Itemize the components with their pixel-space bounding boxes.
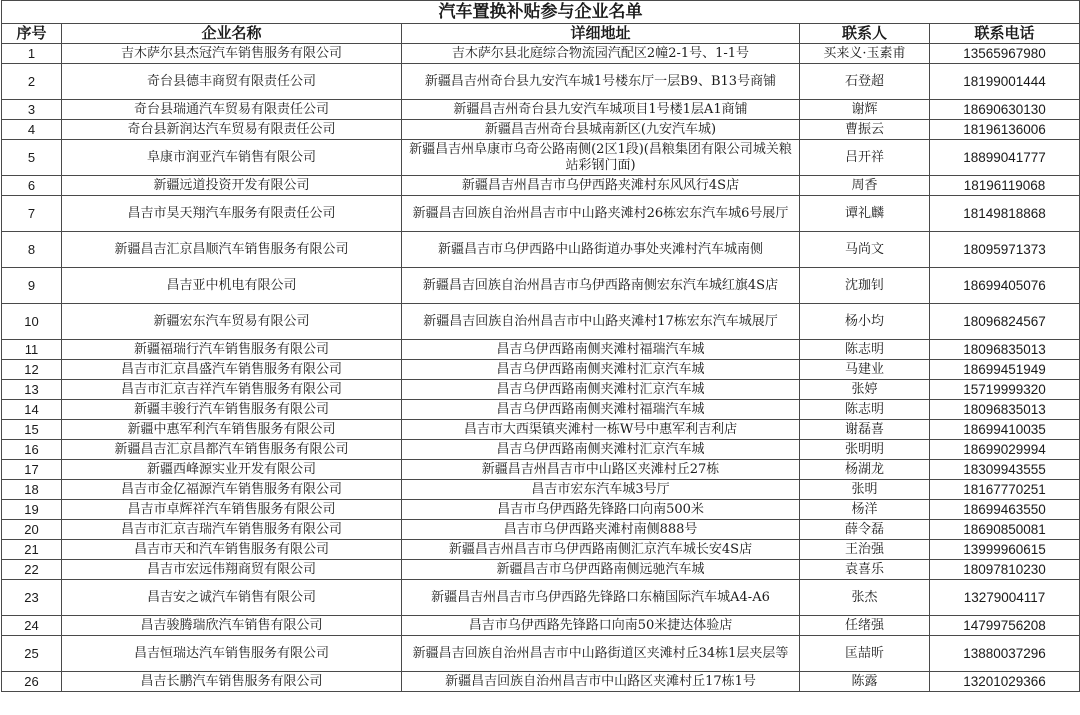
- header-address: 详细地址: [402, 24, 800, 44]
- company-name: 昌吉市汇京吉瑞汽车销售服务有限公司: [62, 520, 402, 540]
- company-address: 昌吉市乌伊西路先锋路口向南50米捷达体验店: [402, 616, 800, 636]
- company-name: 昌吉市昊天翔汽车服务有限责任公司: [62, 196, 402, 232]
- company-address: 新疆昌吉州奇台县城南新区(九安汽车城): [402, 120, 800, 140]
- company-address: 吉木萨尔县北庭综合物流园汽配区2幢2-1号、1-1号: [402, 44, 800, 64]
- contact-person: 买来义·玉素甫: [800, 44, 930, 64]
- contact-person: 张明明: [800, 440, 930, 460]
- row-number: 23: [2, 580, 62, 616]
- contact-phone: 18699029994: [930, 440, 1080, 460]
- table-row: [2, 64, 1080, 100]
- company-name: 新疆宏东汽车贸易有限公司: [62, 304, 402, 340]
- table-row: [2, 520, 1080, 540]
- header-row: [2, 24, 1080, 44]
- contact-phone: 18309943555: [930, 460, 1080, 480]
- contact-phone: 13565967980: [930, 44, 1080, 64]
- row-number: 6: [2, 176, 62, 196]
- contact-phone: 18167770251: [930, 480, 1080, 500]
- table-row: [2, 480, 1080, 500]
- company-name: 昌吉市卓辉祥汽车销售服务有限公司: [62, 500, 402, 520]
- contact-person: 谢辉: [800, 100, 930, 120]
- header-no: 序号: [2, 24, 62, 44]
- contact-phone: 18690630130: [930, 100, 1080, 120]
- table-row: [2, 440, 1080, 460]
- table-row: [2, 616, 1080, 636]
- company-name: 昌吉骏腾瑞欣汽车销售有限公司: [62, 616, 402, 636]
- company-name: 昌吉市金亿福源汽车销售服务有限公司: [62, 480, 402, 500]
- table-row: [2, 196, 1080, 232]
- contact-phone: 13201029366: [930, 672, 1080, 692]
- company-address: 新疆昌吉回族自治州昌吉市中山路夹滩村26栋宏东汽车城6号展厅: [402, 196, 800, 232]
- company-name: 新疆中惠军利汽车销售服务有限公司: [62, 420, 402, 440]
- row-number: 16: [2, 440, 62, 460]
- company-name: 新疆西峰源实业开发有限公司: [62, 460, 402, 480]
- company-address: 昌吉市乌伊西路先锋路口向南500米: [402, 500, 800, 520]
- contact-phone: 18196119068: [930, 176, 1080, 196]
- contact-person: 沈珈钊: [800, 268, 930, 304]
- table-row: [2, 140, 1080, 176]
- contact-person: 马尚文: [800, 232, 930, 268]
- table-row: [2, 672, 1080, 692]
- company-address: 新疆昌吉州奇台县九安汽车城1号楼东厅一层B9、B13号商铺: [402, 64, 800, 100]
- table-row: [2, 580, 1080, 616]
- company-address: 昌吉乌伊西路南侧夹滩村福瑞汽车城: [402, 340, 800, 360]
- contact-phone: 18196136006: [930, 120, 1080, 140]
- contact-phone: 18096824567: [930, 304, 1080, 340]
- contact-person: 张婷: [800, 380, 930, 400]
- company-name: 昌吉市汇京昌盛汽车销售服务有限公司: [62, 360, 402, 380]
- row-number: 12: [2, 360, 62, 380]
- contact-phone: 18699463550: [930, 500, 1080, 520]
- row-number: 25: [2, 636, 62, 672]
- table-row: [2, 400, 1080, 420]
- company-address: 新疆昌吉回族自治州昌吉市乌伊西路南侧宏东汽车城红旗4S店: [402, 268, 800, 304]
- contact-person: 杨小均: [800, 304, 930, 340]
- row-number: 11: [2, 340, 62, 360]
- company-name: 昌吉市宏远伟翔商贸有限公司: [62, 560, 402, 580]
- table-title: 汽车置换补贴参与企业名单: [2, 1, 1080, 24]
- contact-phone: 18699451949: [930, 360, 1080, 380]
- table-row: [2, 120, 1080, 140]
- row-number: 26: [2, 672, 62, 692]
- table-row: [2, 44, 1080, 64]
- table-row: [2, 636, 1080, 672]
- company-address: 昌吉乌伊西路南侧夹滩村福瑞汽车城: [402, 400, 800, 420]
- contact-person: 张杰: [800, 580, 930, 616]
- contact-person: 曹振云: [800, 120, 930, 140]
- row-number: 20: [2, 520, 62, 540]
- company-name: 昌吉市汇京吉祥汽车销售服务有限公司: [62, 380, 402, 400]
- contact-person: 杨湖龙: [800, 460, 930, 480]
- company-name: 昌吉亚中机电有限公司: [62, 268, 402, 304]
- contact-phone: 18097810230: [930, 560, 1080, 580]
- contact-phone: 18199001444: [930, 64, 1080, 100]
- header-contact: 联系人: [800, 24, 930, 44]
- table-row: [2, 304, 1080, 340]
- company-name: 奇台县瑞通汽车贸易有限责任公司: [62, 100, 402, 120]
- table-row: [2, 360, 1080, 380]
- contact-phone: 18095971373: [930, 232, 1080, 268]
- contact-person: 匡喆昕: [800, 636, 930, 672]
- company-name: 新疆昌吉汇京昌顺汽车销售服务有限公司: [62, 232, 402, 268]
- company-name: 昌吉安之诚汽车销售有限公司: [62, 580, 402, 616]
- row-number: 13: [2, 380, 62, 400]
- row-number: 8: [2, 232, 62, 268]
- company-address: 新疆昌吉市乌伊西路中山路街道办事处夹滩村汽车城南侧: [402, 232, 800, 268]
- table-row: [2, 176, 1080, 196]
- contact-phone: 18096835013: [930, 400, 1080, 420]
- row-number: 19: [2, 500, 62, 520]
- row-number: 17: [2, 460, 62, 480]
- contact-person: 陈志明: [800, 340, 930, 360]
- company-address: 新疆昌吉回族自治州昌吉市中山路街道区夹滩村丘34栋1层夹层等: [402, 636, 800, 672]
- contact-person: 谭礼麟: [800, 196, 930, 232]
- table-row: [2, 500, 1080, 520]
- row-number: 22: [2, 560, 62, 580]
- row-number: 1: [2, 44, 62, 64]
- company-name: 新疆丰骏行汽车销售服务有限公司: [62, 400, 402, 420]
- row-number: 15: [2, 420, 62, 440]
- company-address: 新疆昌吉市乌伊西路南侧远驰汽车城: [402, 560, 800, 580]
- company-name: 阜康市润亚汽车销售有限公司: [62, 140, 402, 176]
- contact-person: 陈露: [800, 672, 930, 692]
- contact-person: 袁喜乐: [800, 560, 930, 580]
- contact-person: 周香: [800, 176, 930, 196]
- contact-person: 谢磊喜: [800, 420, 930, 440]
- row-number: 5: [2, 140, 62, 176]
- contact-person: 任绪强: [800, 616, 930, 636]
- header-phone: 联系电话: [930, 24, 1080, 44]
- company-address: 新疆昌吉州奇台县九安汽车城项目1号楼1层A1商铺: [402, 100, 800, 120]
- contact-phone: 13999960615: [930, 540, 1080, 560]
- contact-phone: 13279004117: [930, 580, 1080, 616]
- company-address: 昌吉乌伊西路南侧夹滩村汇京汽车城: [402, 440, 800, 460]
- company-address: 新疆昌吉州昌吉市乌伊西路先锋路口东楠国际汽车城A4-A6: [402, 580, 800, 616]
- company-address: 昌吉市大西渠镇夹滩村一栋W号中惠军利吉利店: [402, 420, 800, 440]
- company-address: 昌吉市宏东汽车城3号厅: [402, 480, 800, 500]
- company-name: 新疆昌吉汇京昌都汽车销售服务有限公司: [62, 440, 402, 460]
- contact-person: 吕开祥: [800, 140, 930, 176]
- contact-person: 马建业: [800, 360, 930, 380]
- contact-person: 张明: [800, 480, 930, 500]
- company-name: 昌吉市天和汽车销售服务有限公司: [62, 540, 402, 560]
- company-name: 新疆福瑞行汽车销售服务有限公司: [62, 340, 402, 360]
- company-address: 昌吉乌伊西路南侧夹滩村汇京汽车城: [402, 360, 800, 380]
- company-address: 新疆昌吉回族自治州昌吉市中山路区夹滩村丘17栋1号: [402, 672, 800, 692]
- contact-phone: 13880037296: [930, 636, 1080, 672]
- contact-person: 王治强: [800, 540, 930, 560]
- contact-phone: 18699405076: [930, 268, 1080, 304]
- contact-phone: 18096835013: [930, 340, 1080, 360]
- row-number: 3: [2, 100, 62, 120]
- row-number: 9: [2, 268, 62, 304]
- company-name: 奇台县德丰商贸有限责任公司: [62, 64, 402, 100]
- company-address: 昌吉乌伊西路南侧夹滩村汇京汽车城: [402, 380, 800, 400]
- contact-phone: 15719999320: [930, 380, 1080, 400]
- contact-phone: 18690850081: [930, 520, 1080, 540]
- table-row: [2, 340, 1080, 360]
- contact-person: 石登超: [800, 64, 930, 100]
- company-address: 新疆昌吉回族自治州昌吉市中山路夹滩村17栋宏东汽车城展厅: [402, 304, 800, 340]
- company-address: 新疆昌吉州昌吉市乌伊西路南侧汇京汽车城长安4S店: [402, 540, 800, 560]
- table-row: [2, 540, 1080, 560]
- row-number: 10: [2, 304, 62, 340]
- row-number: 7: [2, 196, 62, 232]
- table-row: [2, 232, 1080, 268]
- company-address: 新疆昌吉州昌吉市中山路区夹滩村丘27栋: [402, 460, 800, 480]
- row-number: 2: [2, 64, 62, 100]
- table-row: [2, 380, 1080, 400]
- company-name: 吉木萨尔县杰冠汽车销售服务有限公司: [62, 44, 402, 64]
- row-number: 21: [2, 540, 62, 560]
- company-list-table: [1, 0, 1080, 692]
- company-name: 昌吉恒瑞达汽车销售服务有限公司: [62, 636, 402, 672]
- company-name: 昌吉长鹏汽车销售服务有限公司: [62, 672, 402, 692]
- company-address: 昌吉市乌伊西路夹滩村南侧888号: [402, 520, 800, 540]
- company-name: 新疆远道投资开发有限公司: [62, 176, 402, 196]
- table-row: [2, 460, 1080, 480]
- contact-phone: 18149818868: [930, 196, 1080, 232]
- contact-person: 杨洋: [800, 500, 930, 520]
- contact-person: 薛令磊: [800, 520, 930, 540]
- company-name: 奇台县新润达汽车贸易有限责任公司: [62, 120, 402, 140]
- company-address: 新疆昌吉州阜康市乌奇公路南侧(2区1段)(昌粮集团有限公司城关粮站彩钢门面): [402, 140, 800, 176]
- contact-phone: 18699410035: [930, 420, 1080, 440]
- contact-person: 陈志明: [800, 400, 930, 420]
- row-number: 24: [2, 616, 62, 636]
- row-number: 18: [2, 480, 62, 500]
- table-row: [2, 420, 1080, 440]
- table-row: [2, 100, 1080, 120]
- table-row: [2, 560, 1080, 580]
- row-number: 14: [2, 400, 62, 420]
- header-company: 企业名称: [62, 24, 402, 44]
- company-address: 新疆昌吉州昌吉市乌伊西路夹滩村东风风行4S店: [402, 176, 800, 196]
- contact-phone: 18899041777: [930, 140, 1080, 176]
- contact-phone: 14799756208: [930, 616, 1080, 636]
- table-row: [2, 268, 1080, 304]
- row-number: 4: [2, 120, 62, 140]
